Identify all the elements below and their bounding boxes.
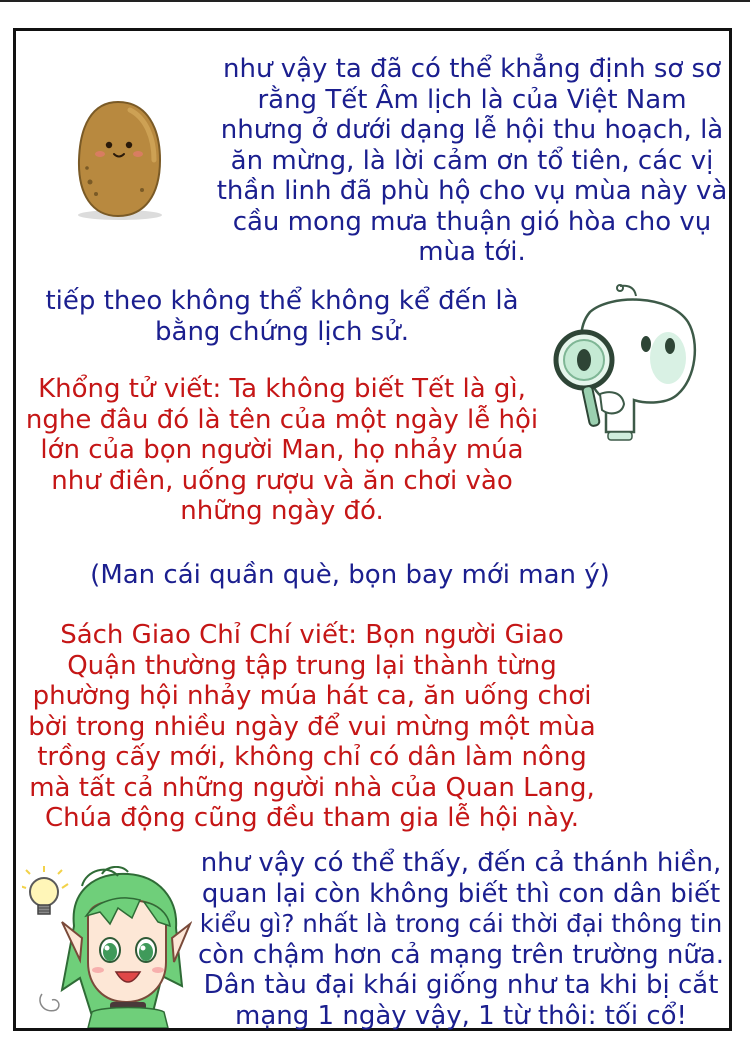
text-line: thần linh đã phù hộ cho vụ mùa này và xyxy=(216,176,728,206)
paragraph-giao-chi-quote xyxy=(22,620,602,834)
text-line: Dân tàu đại khái giống như ta khi bị cắt xyxy=(203,970,719,1000)
text-line: Quận thường tập trung lại thành từng xyxy=(67,650,557,681)
text-line: kiểu gì? nhất là trong cái thời đại thông tin xyxy=(199,909,723,938)
text-line: như vậy ta đã có thể khẳng định sơ sơ xyxy=(223,54,721,84)
text-line: như điên, uống rượu và ăn chơi vào xyxy=(51,465,513,496)
text-line: mà tất cả những người nhà của Quan Lang, xyxy=(29,772,595,803)
text-line: mùa tới. xyxy=(418,237,526,267)
text-line: bằng chứng lịch sử. xyxy=(155,316,409,347)
text-line: tiếp theo không thể không kể đến là xyxy=(45,286,519,316)
paragraph-aside xyxy=(30,560,670,591)
text-line: những ngày đó. xyxy=(180,496,384,526)
text-line: quan lại còn không biết thì con dân biết xyxy=(201,878,721,909)
text-line: Sách Giao Chỉ Chí viết: Bọn người Giao xyxy=(60,620,564,650)
text-line: cầu mong mưa thuận gió hòa cho vụ xyxy=(232,206,712,237)
text-line: còn chậm hơn cả mạng trên trường nữa. xyxy=(197,939,725,970)
text-line: rằng Tết Âm lịch là của Việt Nam xyxy=(257,84,687,115)
text-line: như vậy có thể thấy, đến cả thánh hiền, xyxy=(200,848,722,878)
paragraph-intro xyxy=(212,54,732,268)
text-line: nghe đâu đó là tên của một ngày lễ hội xyxy=(25,404,539,435)
paragraph-historical-evidence xyxy=(22,286,542,347)
text-line: Chúa động cũng đều tham gia lễ hội này. xyxy=(44,803,580,833)
text-line: (Man cái quần què, bọn bay mới man ý) xyxy=(90,560,610,590)
text-line: lớn của bọn người Man, họ nhảy múa xyxy=(40,435,524,465)
text-line: nhưng ở dưới dạng lễ hội thu hoạch, là xyxy=(220,115,724,145)
lightbulb-icon xyxy=(22,866,68,914)
green-haired-girl-lightbulb-icon xyxy=(22,866,192,1028)
magnifying-glass-character-icon xyxy=(550,282,700,447)
text-line: ăn mừng, là lời cảm ơn tổ tiên, các vị xyxy=(230,145,714,176)
text-line: phường hội nhảy múa hát ca, ăn uống chơi xyxy=(32,681,592,711)
text-line: bời trong nhiều ngày để vui mừng một mùa xyxy=(28,711,596,742)
top-border-line xyxy=(0,0,750,2)
potato-mascot-icon xyxy=(72,98,168,224)
paragraph-conclusion xyxy=(196,848,726,1031)
text-line: Khổng tử viết: Ta không biết Tết là gì, xyxy=(38,374,526,404)
paragraph-confucius-quote xyxy=(22,374,542,527)
text-line: trồng cấy mới, không chỉ có dân làm nông xyxy=(37,742,587,772)
text-line: mạng 1 ngày vậy, 1 từ thôi: tối cổ! xyxy=(235,1000,687,1031)
